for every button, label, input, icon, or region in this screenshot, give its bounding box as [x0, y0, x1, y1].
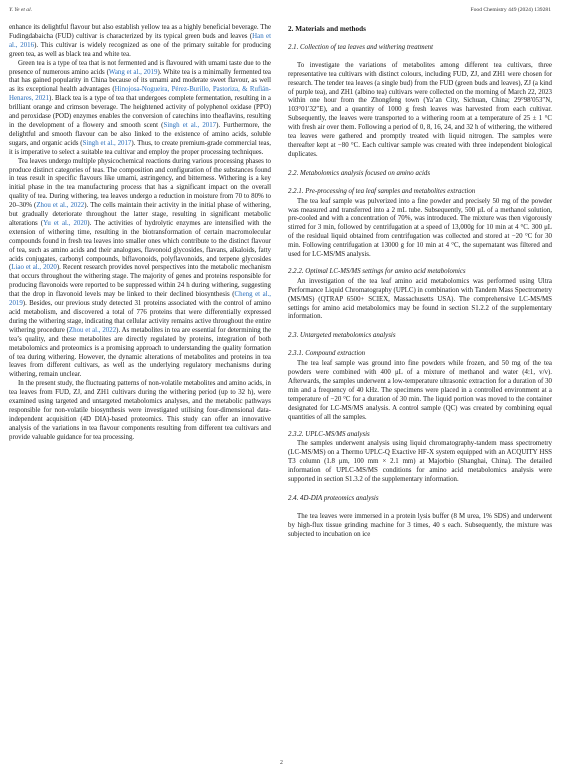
right-column: [288, 24, 552, 540]
citation-link[interactable]: Han et al., 2016: [9, 32, 271, 49]
citation-link[interactable]: Wang et al., 2019: [108, 68, 158, 76]
running-head-author: Y. Ye et al.: [9, 7, 33, 13]
citation-link[interactable]: Singh et al., 2017: [163, 121, 217, 129]
left-column: [9, 24, 271, 443]
paragraph: The tea leaf sample was ground into fine powders while frozen, and 50 mg of the tea powders were combined with 400 μL of a mixture of methanol and water (4:1, v/v). Afterwards, the samples underwent a low-temperature ultrasonic extraction for a duration of 30 min and a frequency of 40 kHz. The specimens were placed in a controlled environment at a temperature of −20 °C for a duration of 30 min. The liquid portion was moved to the container designated for LC-MS/MS analysis. A control sample (QC) was created by combining equal quantities of all the samples.: [288, 360, 552, 421]
subsection-heading: 2.3. Untargeted metabolomics analysis: [288, 332, 396, 340]
citation-link[interactable]: Singh et al., 2017: [82, 139, 132, 147]
citation-link[interactable]: Cheng et al., 2019: [9, 291, 272, 308]
citation-link[interactable]: Liao et al., 2020: [11, 264, 57, 272]
subsubsection-heading: 2.3.1. Compound extraction: [288, 350, 366, 358]
subsection-heading: 2.2. Metabolomics analysis focused on amino acids: [288, 169, 431, 177]
subsection-heading: 2.1. Collection of tea leaves and withering treatment: [288, 43, 433, 51]
paragraph: The samples underwent analysis using liquid chromatography-tandem mass spectrometry (LC-MS/MS) on a Thermo UPLC-Q Exactive HF-X system equipped with an ACQUITY HSS T3 column (1.8 μm, 100 mm × 2.1 mm) at Majorbio (Shanghai, China). The detailed information of UPLC-MS/MS conditions for amino acid metabolomics analysis were supported in section S1.3.2 of the supplementary information.: [288, 440, 552, 484]
paragraph: The tea leaves were immersed in a protein lysis buffer (8 M urea, 1% SDS) and underwent by high-flux tissue grinding machine for 3 times, 40 s each. Subsequently, the mixture was subjected to incubation on ice: [288, 512, 552, 538]
citation-link[interactable]: Yu et al., 2020: [43, 219, 88, 227]
paragraph: To investigate the variations of metabolites among different tea cultivars, three representative tea cultivars with distinct colours, including FUD, ZJ, and ZH1 were chosen for research. The tender tea leaves (a single bud) from the FUD (green buds and leaves), ZJ (a kind of purple tea), and ZH1 (albino tea) cultivars were collected on the morning of March 22, 2023 within one hour from the Zhongfeng town (Ya’an City, Sichuan, China; 29°98′053″N, 103°01′32″E), and a quantity of 1000 g fresh leaves was harvested from each cultivar. Subsequently, the leaves were transported to a withering room at a temperature of 25 ± 1 °C with fresh air over them. Following a period of 0, 8, 16, 24, and 32 h of withering, the withered tea leaves were gathered and promptly treated with liquid nitrogen. The samples were thereafter kept at −80 °C. Each cultivar sample was created with three independent biological duplicates.: [288, 61, 552, 158]
paragraph: The tea leaf sample was pulverized into a fine powder and precisely 50 mg of the powder was measured and transferred into a 2 mL tube. Subsequently, 500 μL of a methanol solution, pre-cooled and with a concentration of 70%, was introduced. The mixture was then vigorously stirred for 3 min, followed by centrifugation at a speed of 13,000g for 10 min at 4 °C. 300 μL of the residual liquid obtained from centrifugation was collected and stored at −20 °C for 30 min. Following centrifugation at 13000 g for 10 min at 4 °C, the supernatant was filtered and used for LC-MS/MS analysis.: [288, 197, 552, 259]
paragraph: An investigation of the tea leaf amino acid metabolomics was performed using Ultra Performance Liquid Chromatography (UPLC) in combination with Tandem Mass Spectrometry (MS/MS) (QTRAP 6500+ SCIEX, Massachusetts USA). The comprehensive LC-MS/MS settings for amino acid metabolomics may be found in section S1.2.2 of the supplementary information.: [288, 277, 552, 321]
page-number: 2: [280, 760, 283, 766]
subsubsection-heading: 2.2.1. Pre-processing of tea leaf samples and metabolites extraction: [288, 187, 476, 195]
paragraph: enhance its delightful flavour but also establish yellow tea as a highly beneficial beverage. The Fudingdabaicha (FUD) cultivar is characterized by its typical green buds and leaves (Han et al., 2016). This cultivar is widely recognized as one of the primary suitable for producing green tea, as well as black tea and white tea.: [9, 24, 271, 58]
running-header: [9, 7, 551, 17]
citation-link[interactable]: Zhou et al., 2022: [68, 326, 117, 334]
citation-link[interactable]: Hinojosa-Nogueira, Pérez-Burillo, Pastoriza, & Rufián-Henares, 2021: [9, 86, 271, 103]
subsubsection-heading: 2.2.2. Optimal LC-MS/MS settings for amino acid metabolomics: [288, 267, 466, 275]
subsection-heading: 2.4. 4D-DIA proteomics analysis: [288, 494, 379, 502]
section-heading: 2. Materials and methods: [288, 25, 366, 33]
paragraph: Green tea is a type of tea that is not fermented and is flavoured with umami taste due to the presence of numerous amino acids (Wang et al., 2019). White tea is a minimally fermented tea that has gained popularity in China because of its umami and moderate sweet flavour, as well as its exceptional health advantages (Hinojosa-Nogueira, Pérez-Burillo, Pastoriza, & Rufián-Henares, 2021). Black tea is a type of tea that undergoes complete fermentation, resulting in a brilliant orange and crimson beverage. The heightened activity of polyphenol oxidase (PPO) and peroxidase (POD) enzymes enables the conversion of catechins into theaflavins, resulting in the development of a flowery and smooth scent (Singh et al., 2017). Furthermore, the delightful and smooth flavour can be also linked to the existence of amino acids, soluble sugars, and organic acids (Singh et al., 2017). Thus, to create premium-grade commercial teas, it is imperative to select a suitable tea cultivar and employ the proper processing techniques.: [9, 59, 272, 156]
running-head-journal: Food Chemistry 449 (2024) 139281: [470, 7, 551, 13]
citation-link[interactable]: Zhou et al., 2022: [36, 202, 85, 210]
subsubsection-heading: 2.3.2. UPLC-MS/MS analysis: [288, 430, 370, 438]
paragraph: In the present study, the fluctuating patterns of non-volatile metabolites and amino acids, in tea leaves from FUD, ZJ, and ZH1 cultivars during the withering period (up to 32 h), were examined using targeted and untargeted metabolomics analyses, and the metabolic pathways responsible for non-volatile biosynthesis were investigated utilising four-dimensional data-independent acquisition (4D DIA)-based proteomics. This study can offer an innovative analysis of the variations in tea flavour components resulting from different tea cultivars and provide valuable guidance for tea processing.: [9, 380, 271, 441]
paragraph: Tea leaves undergo multiple physicochemical reactions during various processing phases to produce distinct categories of teas. The composition and configuration of the substances found in teas result in specific flavours like umami, astringency, and bitterness. Withering is a key initial phase in the tea manufacturing process that has a significant impact on the overall quality of tea. During withering, tea leaves undergo a reduction in moisture from 70 to 80% to 20–30% (Zhou et al., 2022). The cells maintain their activity in the initial phase of withering, but gradually deteriorate throughout the latter stage, resulting in significant metabolic alterations (Yu et al., 2020). The activities of hydrolytic enzymes are intensified with the extension of withering time, resulting in the biotransformation of certain macromolecular compounds found in fresh tea leaves into smaller ones which contribute to the distinct flavour of tea, such as amino acids and their analogues, flavonoid glycosides, flavans, alkaloids, fatty acids conjugates, carbonyl compounds, biflavonoids, polyflavonoids, and terpene glycosides (Liao et al., 2020). Recent research provides novel perspectives into the metabolic mechanism that occurs throughout the withering stage. The majority of genes and proteins responsible for producing flavonoids were reported to be suppressed within 24 h during withering, suggesting that the drop in flavonoid levels may be linked to their declined biosynthesis (Cheng et al., 2019). Besides, our previous study detected 31 proteins associated with the control of amino acid metabolism, and discovered a total of 776 proteins that were differentially expressed during the withering stage, indicating that cellular activity remains active throughout the entire withering procedure (Zhou et al., 2022). As metabolites in tea are essential for determining the tea’s quality, and these metabolites are directly regulated by proteins, integration of both metabolomics and proteomics is a promising approach to understanding the quality formation of tea during withering. However, the dynamic alterations of metabolites and proteins in tea leaves from different cultivars, as well as the underlying regulatory mechanisms during withering, remain unclear.: [9, 157, 272, 379]
